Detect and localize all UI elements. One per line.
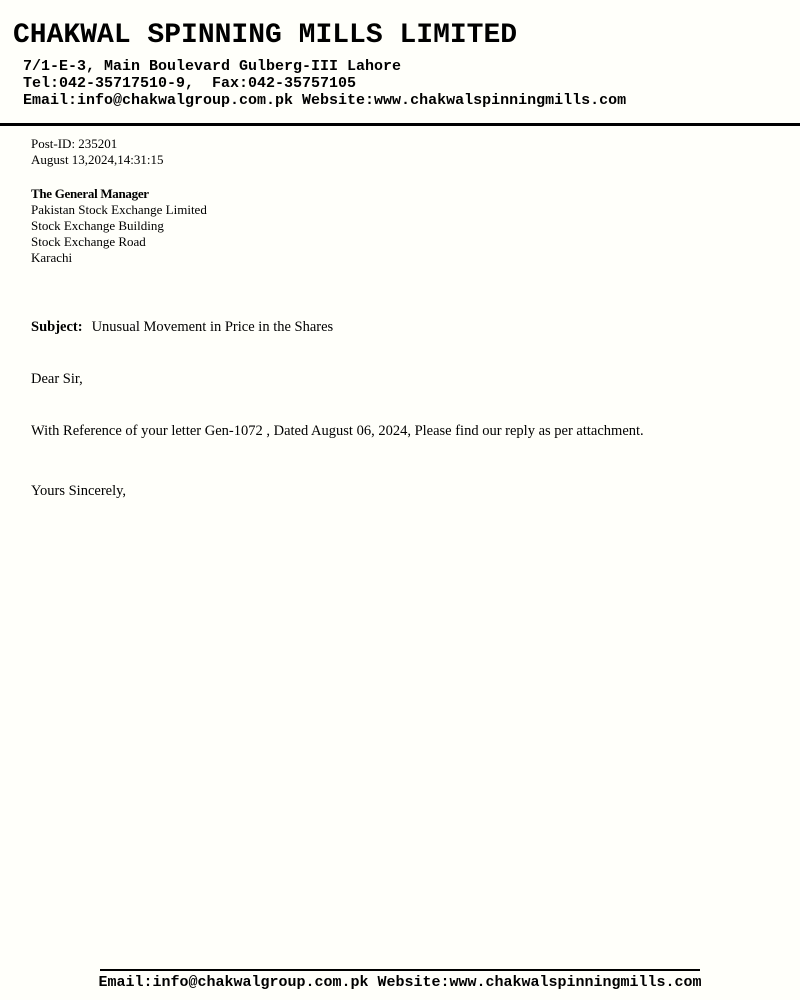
- letter-meta: [31, 136, 760, 168]
- company-phone-fax: Tel:042-35717510-9, Fax:042-35757105: [23, 75, 357, 92]
- subject-label: Subject:: [31, 319, 83, 335]
- recipient-line: Pakistan Stock Exchange Limited: [31, 202, 207, 217]
- closing: Yours Sincerely,: [31, 483, 127, 499]
- recipient-line: Karachi: [31, 250, 73, 265]
- company-address: 7/1-E-3, Main Boulevard Gulberg-III Lahore: [23, 58, 402, 75]
- body-paragraph: With Reference of your letter Gen-1072 , Dated August 06, 2024, Please find our reply as per attachment.: [31, 423, 644, 439]
- header-divider: [0, 123, 800, 126]
- letterhead: [0, 0, 800, 109]
- subject-line: [31, 318, 760, 336]
- recipient-line: Stock Exchange Building: [31, 218, 164, 233]
- post-id: Post-ID: 235201: [31, 136, 118, 151]
- company-name: CHAKWAL SPINNING MILLS LIMITED: [13, 20, 518, 51]
- letter-datetime: August 13,2024,14:31:15: [31, 152, 164, 167]
- salutation: Dear Sir,: [31, 371, 83, 387]
- page-footer: [0, 969, 800, 1000]
- company-email-website: Email:info@chakwalgroup.com.pk Website:www.chakwalspinningmills.com: [23, 92, 627, 109]
- letter-body: [31, 136, 760, 500]
- recipient-line: Stock Exchange Road: [31, 234, 146, 249]
- subject-text: Unusual Movement in Price in the Shares: [91, 319, 334, 335]
- footer-email-website: Email:info@chakwalgroup.com.pk Website:www.chakwalspinningmills.com: [98, 974, 702, 991]
- recipient-title: The General Manager: [31, 186, 149, 201]
- recipient-block: [31, 186, 760, 266]
